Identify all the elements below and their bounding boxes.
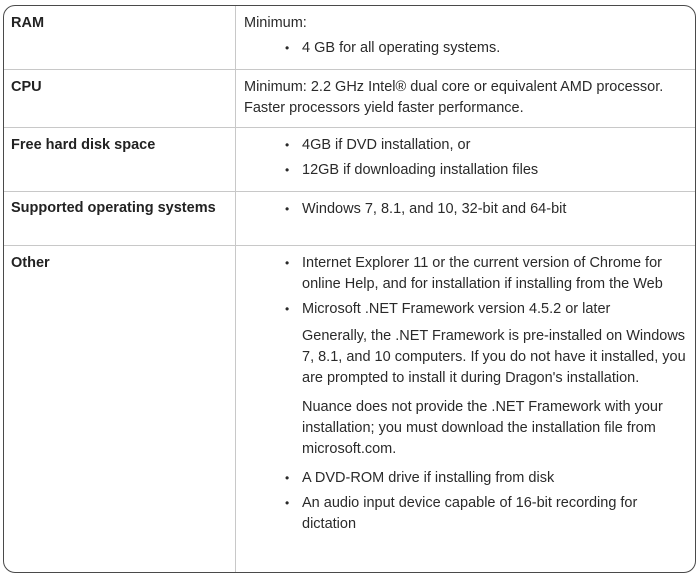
row-value-cpu xyxy=(236,70,696,128)
table-row-operating-systems xyxy=(4,192,695,246)
list-item: • Microsoft .NET Framework version 4.5.2 or later xyxy=(244,299,687,320)
table-row-ram xyxy=(4,6,695,70)
system-requirements-table xyxy=(3,5,696,573)
list-item: • Internet Explorer 11 or the current version of Chrome for online Help, and for installation if installing from the Web xyxy=(244,253,687,295)
other-bullet-list-continued xyxy=(244,468,687,535)
cpu-text: Minimum: 2.2 GHz Intel® dual core or equivalent AMD processor. Faster processors yield faster performance. xyxy=(244,79,664,116)
list-item: • 4GB if DVD installation, or xyxy=(244,135,687,156)
row-label-cpu: CPU xyxy=(4,70,236,128)
row-value-other xyxy=(236,246,696,573)
requirements-table xyxy=(4,6,695,572)
ram-intro: Minimum: xyxy=(244,15,307,31)
row-value-ram xyxy=(236,6,696,70)
dotnet-note-preinstalled: Generally, the .NET Framework is pre-installed on Windows 7, 8.1, and 10 computers. If you do not have it installed, you are prompted to install it during Dragon's installation. xyxy=(302,328,686,386)
table-row-cpu xyxy=(4,70,695,128)
row-label-ram: RAM xyxy=(4,6,236,70)
list-item: • A DVD-ROM drive if installing from disk xyxy=(244,468,687,489)
dotnet-note-download: Nuance does not provide the .NET Framework with your installation; you must download the installation file from microsoft.com. xyxy=(302,399,663,457)
os-bullet-list xyxy=(244,199,687,220)
ram-bullet-list xyxy=(244,38,687,59)
other-bullet-list xyxy=(244,253,687,320)
row-value-operating-systems xyxy=(236,192,696,246)
table-row-disk-space xyxy=(4,128,695,192)
row-label-other: Other xyxy=(4,246,236,573)
row-label-disk-space: Free hard disk space xyxy=(4,128,236,192)
row-label-operating-systems: Supported operating systems xyxy=(4,192,236,246)
list-item: • 12GB if downloading installation files xyxy=(244,160,687,181)
list-item: • 4 GB for all operating systems. xyxy=(244,38,687,59)
list-item: • Windows 7, 8.1, and 10, 32-bit and 64-bit xyxy=(244,199,687,220)
list-item: • An audio input device capable of 16-bit recording for dictation xyxy=(244,493,687,535)
row-value-disk-space xyxy=(236,128,696,192)
table-row-other xyxy=(4,246,695,573)
disk-bullet-list xyxy=(244,135,687,181)
